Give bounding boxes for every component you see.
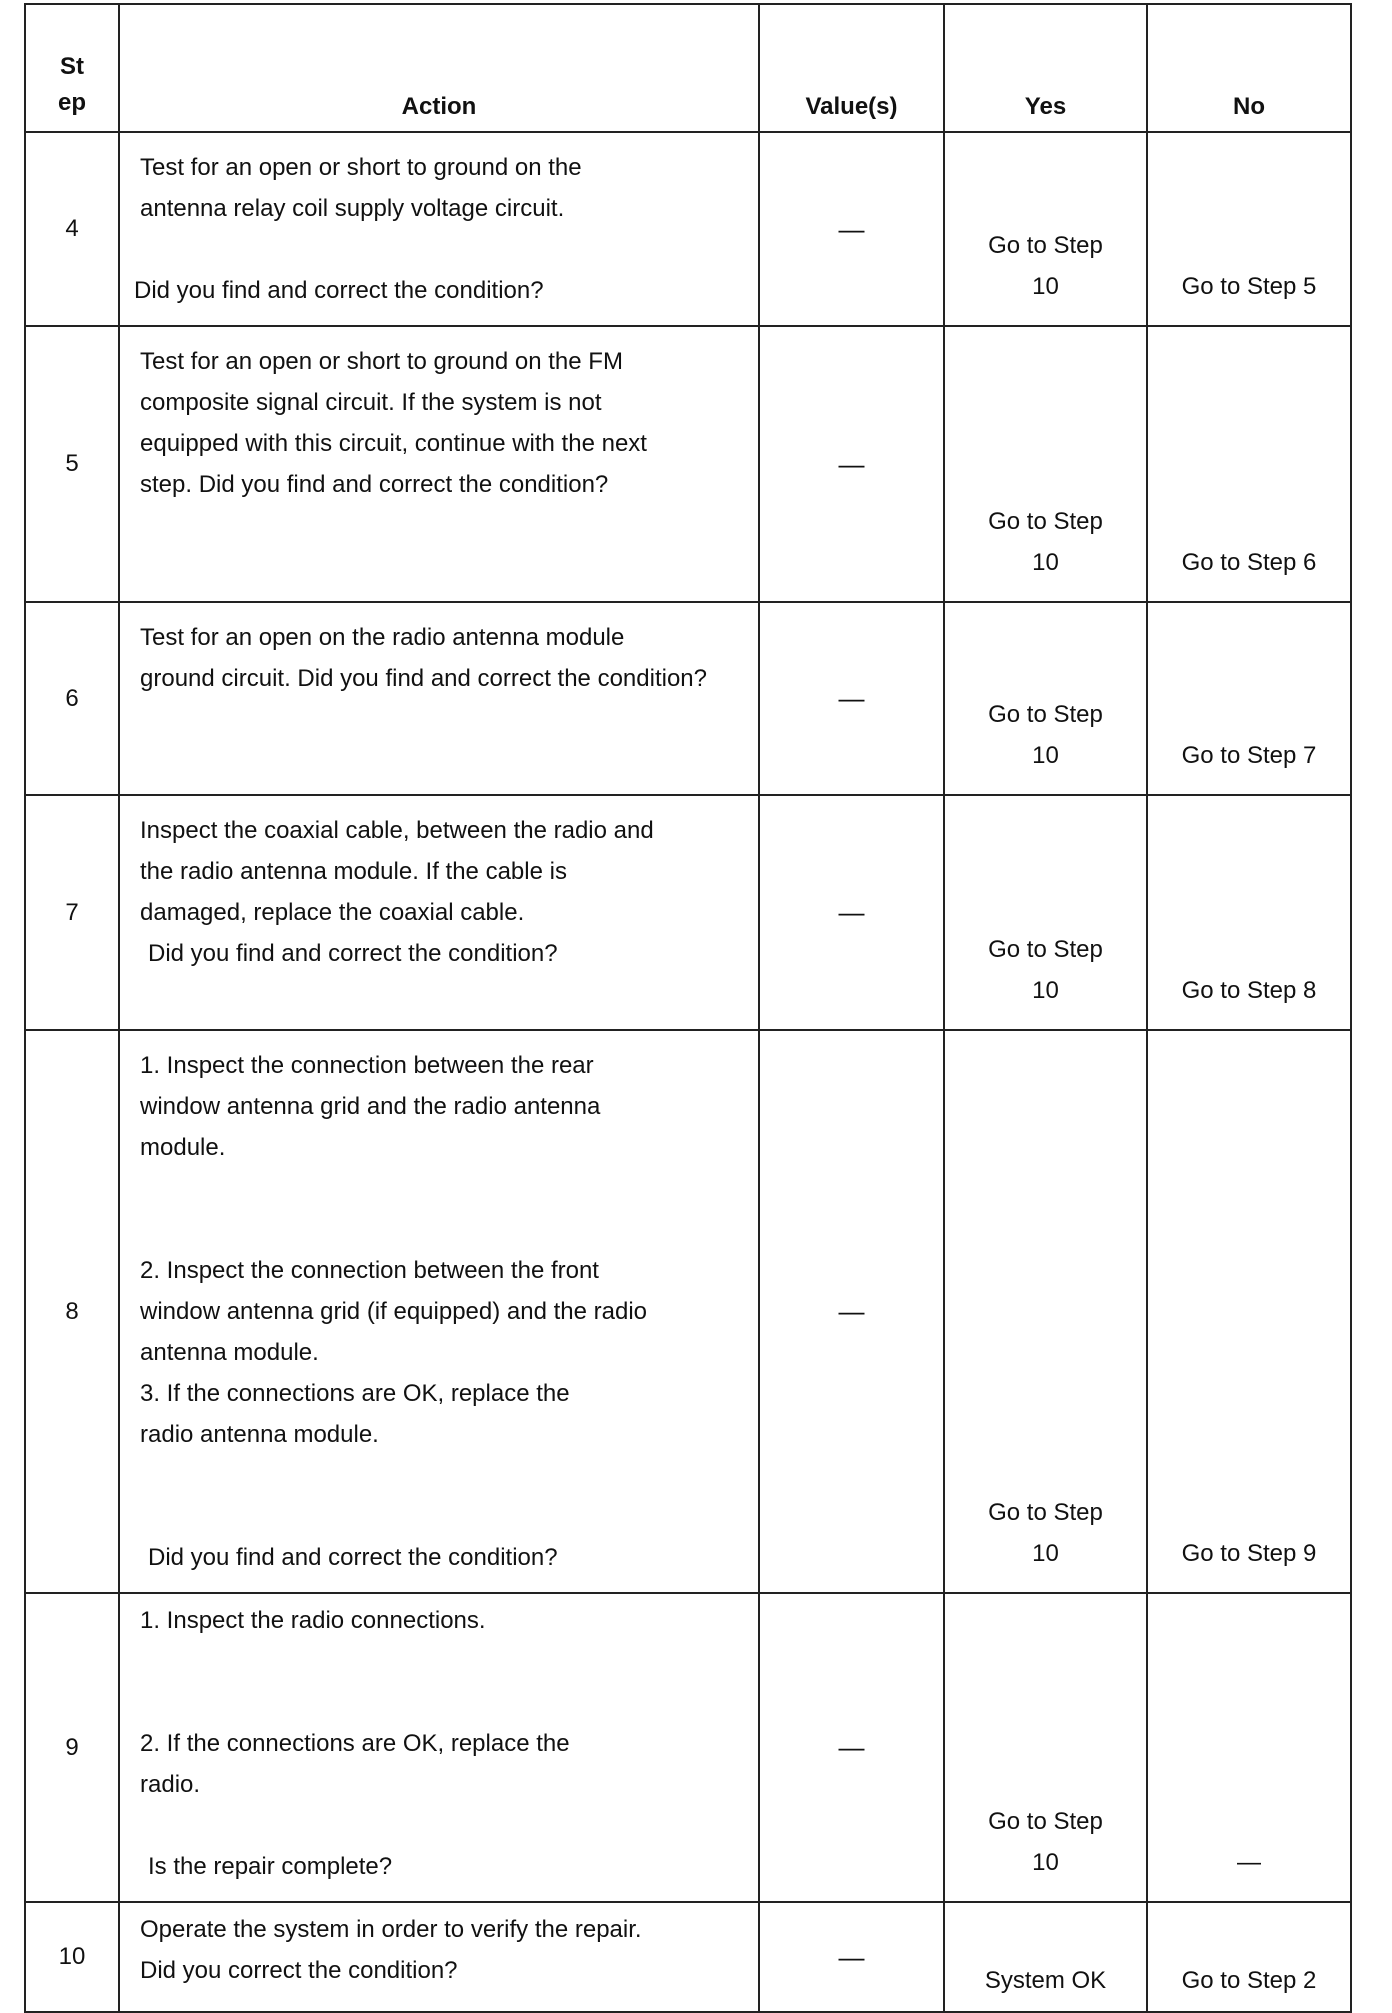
yes-line: Go to Step [988, 1499, 1103, 1526]
yes-line: Go to Step [988, 508, 1103, 535]
header-no: No [1147, 4, 1351, 132]
diagnostic-table [24, 3, 1352, 2013]
action-line: step. Did you find and correct the condition? [140, 471, 609, 498]
step-number: 6 [25, 602, 119, 795]
header-step [25, 4, 119, 132]
yes-line: 10 [1032, 977, 1059, 1004]
action-line: antenna module. [140, 1339, 319, 1366]
action-line: window antenna grid and the radio antenna [140, 1093, 601, 1120]
value-cell: — [759, 795, 944, 1030]
value-cell: — [759, 1593, 944, 1902]
value-cell: — [759, 326, 944, 602]
table-row [25, 602, 1351, 795]
header-values: Value(s) [759, 4, 944, 132]
yes-cell [944, 132, 1147, 326]
value-cell: — [759, 1902, 944, 2012]
action-cell [119, 1030, 759, 1593]
yes-line: Go to Step [988, 936, 1103, 963]
yes-line: 10 [1032, 1849, 1059, 1876]
table-row [25, 1593, 1351, 1902]
action-question: Did you find and correct the condition? [148, 940, 558, 967]
action-line: Test for an open on the radio antenna module [140, 624, 625, 651]
step-number: 4 [25, 132, 119, 326]
action-cell [119, 1593, 759, 1902]
action-cell [119, 1902, 759, 2012]
no-cell: — [1147, 1593, 1351, 1902]
action-cell [119, 132, 759, 326]
action-line: 2. Inspect the connection between the front [140, 1257, 599, 1284]
action-line: composite signal circuit. If the system is not [140, 389, 602, 416]
action-line: radio. [140, 1771, 201, 1798]
action-line: window antenna grid (if equipped) and the radio [140, 1298, 648, 1325]
table-row [25, 1902, 1351, 2012]
no-cell: Go to Step 5 [1147, 132, 1351, 326]
yes-line: Go to Step [988, 232, 1103, 259]
action-line: module. [140, 1134, 226, 1161]
action-line: 1. Inspect the radio connections. [140, 1607, 486, 1634]
action-question: Did you find and correct the condition? [134, 277, 544, 304]
yes-cell [944, 1030, 1147, 1593]
yes-line: 10 [1032, 742, 1059, 769]
action-line: 2. If the connections are OK, replace the [140, 1730, 570, 1757]
step-number: 7 [25, 795, 119, 1030]
table-row [25, 795, 1351, 1030]
action-line: ground circuit. Did you find and correct the condition? [140, 665, 707, 692]
yes-line: 10 [1032, 273, 1059, 300]
step-number: 10 [25, 1902, 119, 2012]
action-question: Did you find and correct the condition? [148, 1544, 558, 1571]
yes-line: Go to Step [988, 1808, 1103, 1835]
action-line: Did you correct the condition? [140, 1957, 458, 1984]
action-line: the radio antenna module. If the cable is [140, 858, 567, 885]
header-step-a: St [60, 53, 84, 80]
action-line: antenna relay coil supply voltage circuit. [140, 195, 565, 222]
table-row [25, 132, 1351, 326]
action-line: Operate the system in order to verify the repair. [140, 1916, 642, 1943]
action-line: 3. If the connections are OK, replace the [140, 1380, 570, 1407]
yes-cell [944, 602, 1147, 795]
value-cell: — [759, 1030, 944, 1593]
action-cell [119, 795, 759, 1030]
step-number: 9 [25, 1593, 119, 1902]
no-cell: Go to Step 8 [1147, 795, 1351, 1030]
step-number: 5 [25, 326, 119, 602]
action-cell [119, 326, 759, 602]
no-cell: Go to Step 2 [1147, 1902, 1351, 2012]
no-cell: Go to Step 9 [1147, 1030, 1351, 1593]
yes-line: Go to Step [988, 701, 1103, 728]
action-line: equipped with this circuit, continue with the next [140, 430, 647, 457]
header-action: Action [119, 4, 759, 132]
value-cell: — [759, 132, 944, 326]
action-line: 1. Inspect the connection between the rear [140, 1052, 594, 1079]
action-line: damaged, replace the coaxial cable. [140, 899, 525, 926]
header-yes: Yes [944, 4, 1147, 132]
action-line: Inspect the coaxial cable, between the radio and [140, 817, 654, 844]
action-line: Test for an open or short to ground on the [140, 154, 582, 181]
yes-cell [944, 1593, 1147, 1902]
action-cell [119, 602, 759, 795]
yes-line: 10 [1032, 549, 1059, 576]
yes-line: 10 [1032, 1540, 1059, 1567]
action-line: Test for an open or short to ground on the FM [140, 348, 623, 375]
step-number: 8 [25, 1030, 119, 1593]
no-cell: Go to Step 7 [1147, 602, 1351, 795]
table-row [25, 1030, 1351, 1593]
action-line: radio antenna module. [140, 1421, 379, 1448]
no-cell: Go to Step 6 [1147, 326, 1351, 602]
header-step-b: ep [57, 89, 86, 116]
header-row [25, 4, 1351, 132]
yes-line: System OK [984, 1967, 1107, 1994]
value-cell: — [759, 602, 944, 795]
action-question: Is the repair complete? [148, 1853, 393, 1880]
yes-cell [944, 1902, 1147, 2012]
yes-cell [944, 795, 1147, 1030]
table-row [25, 326, 1351, 602]
yes-cell [944, 326, 1147, 602]
